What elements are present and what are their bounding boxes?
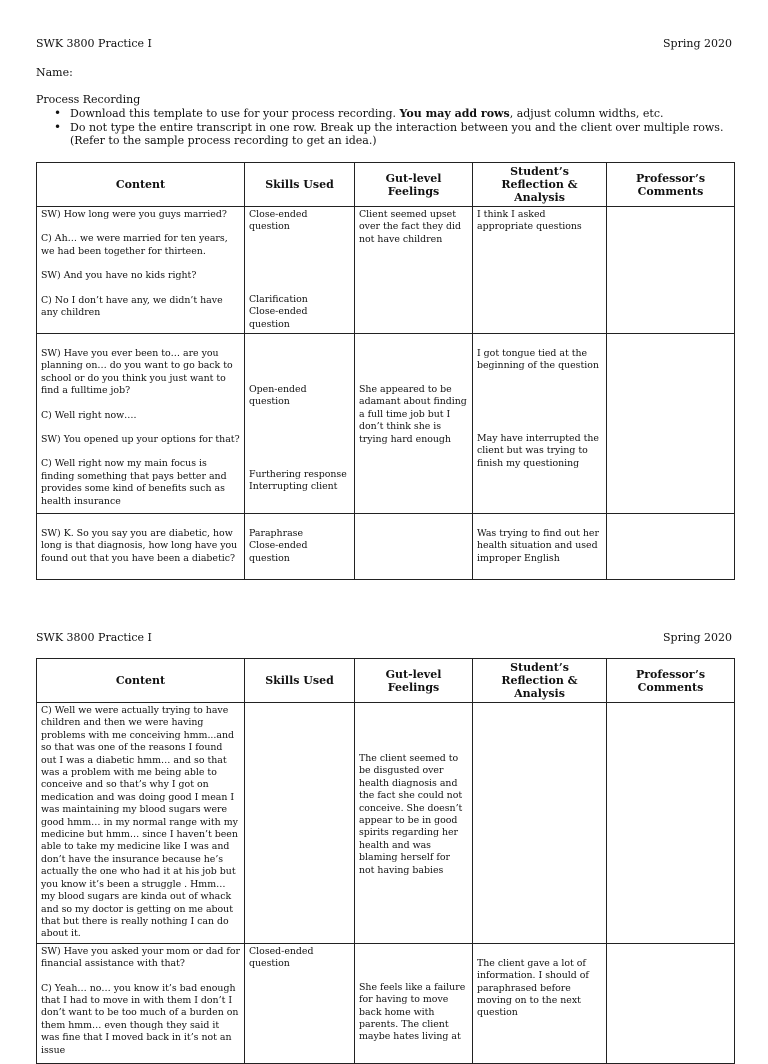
instruction-item: • Download this template to use for your process recording. You may add rows, adjust column widths, etc. [36,107,726,120]
term: Spring 2020 [663,631,732,644]
term: Spring 2020 [663,37,732,50]
skills-cell[interactable]: Open-ended question Furthering response Interrupting client [245,334,355,514]
table-row [37,943,735,1063]
skills-cell[interactable]: Closed-ended question [245,943,355,1063]
col-header-feelings: Gut-level Feelings [355,163,473,207]
comments-cell[interactable] [607,703,735,944]
table-row [37,334,735,514]
feelings-cell[interactable]: Client seemed upset over the fact they did not have children [355,207,473,334]
course-title: SWK 3800 Practice I [36,631,152,644]
table-header-row [37,163,735,207]
col-header-comments: Professor’s Comments [607,659,735,703]
table-row [37,703,735,944]
feelings-cell[interactable]: She appeared to be adamant about finding a full time job but I don’t think she is trying hard enough [355,334,473,514]
reflection-cell[interactable]: Was trying to find out her health situation and used improper English [473,514,607,580]
content-cell[interactable]: C) Well we were actually trying to have children and then we were having problems with me conceiving hmm...and so that was one of the reasons I found out I was a diabetic hmm… and so that was a problem with me being able to conceive and so that’s why I got on medication and was doing good I mean I was maintaining my blood sugars were good hmm… in my normal range with my medicine but hmm… since I haven’t been able to take my medicine like I was and don’t have the insurance because he’s actually the one who had it at his job but you know it’s been a struggle . Hmm… my blood sugars are kinda out of whack and so my doctor is getting on me about that but there is really nothing I can do about it. [37,703,245,944]
page-header [36,37,732,53]
skills-cell[interactable]: Close-ended question Clarification Close-ended question [245,207,355,334]
col-header-skills: Skills Used [245,163,355,207]
col-header-reflection: Student’s Reflection & Analysis [473,163,607,207]
col-header-content: Content [37,659,245,703]
comments-cell[interactable] [607,207,735,334]
col-header-feelings: Gut-level Feelings [355,659,473,703]
feelings-cell[interactable]: She feels like a failure for having to move back home with parents. The client maybe hates living at [355,943,473,1063]
name-label: Name: [36,66,73,79]
table-row [37,207,735,334]
col-header-content: Content [37,163,245,207]
section-title: Process Recording [36,93,141,106]
skills-cell[interactable]: Paraphrase Close-ended question [245,514,355,580]
content-cell[interactable]: SW) Have you ever been to… are you planning on… do you want to go back to school or do you think you just want to find a fulltime job? C) Well right now…. SW) You opened up your options for that? C) Well right now my main focus is finding something that pays better and provides some kind of benefits such as health insurance [37,334,245,514]
table-row [37,514,735,580]
col-header-comments: Professor’s Comments [607,163,735,207]
reflection-cell[interactable] [473,703,607,944]
skills-cell[interactable] [245,703,355,944]
col-header-skills: Skills Used [245,659,355,703]
content-cell[interactable]: SW) Have you asked your mom or dad for financial assistance with that? C) Yeah… no… you know it’s bad enough that I had to move in with them I don’t I don’t want to be too much of a burden on them hmm… even though they said it was fine that I moved back in it’s not an issue [37,943,245,1063]
reflection-cell[interactable]: The client gave a lot of information. I should of paraphrased before moving on to the next question [473,943,607,1063]
process-recording-table [36,658,735,1064]
col-header-reflection: Student’s Reflection & Analysis [473,659,607,703]
table-header-row [37,659,735,703]
content-cell[interactable]: SW) K. So you say you are diabetic, how long is that diagnosis, how long have you found out that you have been a diabetic? [37,514,245,580]
instructions-list [36,107,726,148]
instruction-item: • Do not type the entire transcript in one row. Break up the interaction between you and the client over multiple rows. (Refer to the sample process recording to get an idea.) [36,121,726,147]
process-recording-table [36,162,735,580]
content-cell[interactable]: SW) How long were you guys married? C) Ah… we were married for ten years, we had been together for thirteen. SW) And you have no kids right? C) No I don’t have any, we didn’t have any children [37,207,245,334]
feelings-cell[interactable]: The client seemed to be disgusted over health diagnosis and the fact she could not conceive. She doesn’t appear to be in good spirits regarding her health and was blaming herself for not having babies [355,703,473,944]
reflection-cell[interactable]: I got tongue tied at the beginning of the question May have interrupted the client but was trying to finish my questioning [473,334,607,514]
page-header [36,631,732,647]
comments-cell[interactable] [607,334,735,514]
reflection-cell[interactable]: I think I asked appropriate questions [473,207,607,334]
course-title: SWK 3800 Practice I [36,37,152,50]
feelings-cell[interactable] [355,514,473,580]
comments-cell[interactable] [607,943,735,1063]
comments-cell[interactable] [607,514,735,580]
